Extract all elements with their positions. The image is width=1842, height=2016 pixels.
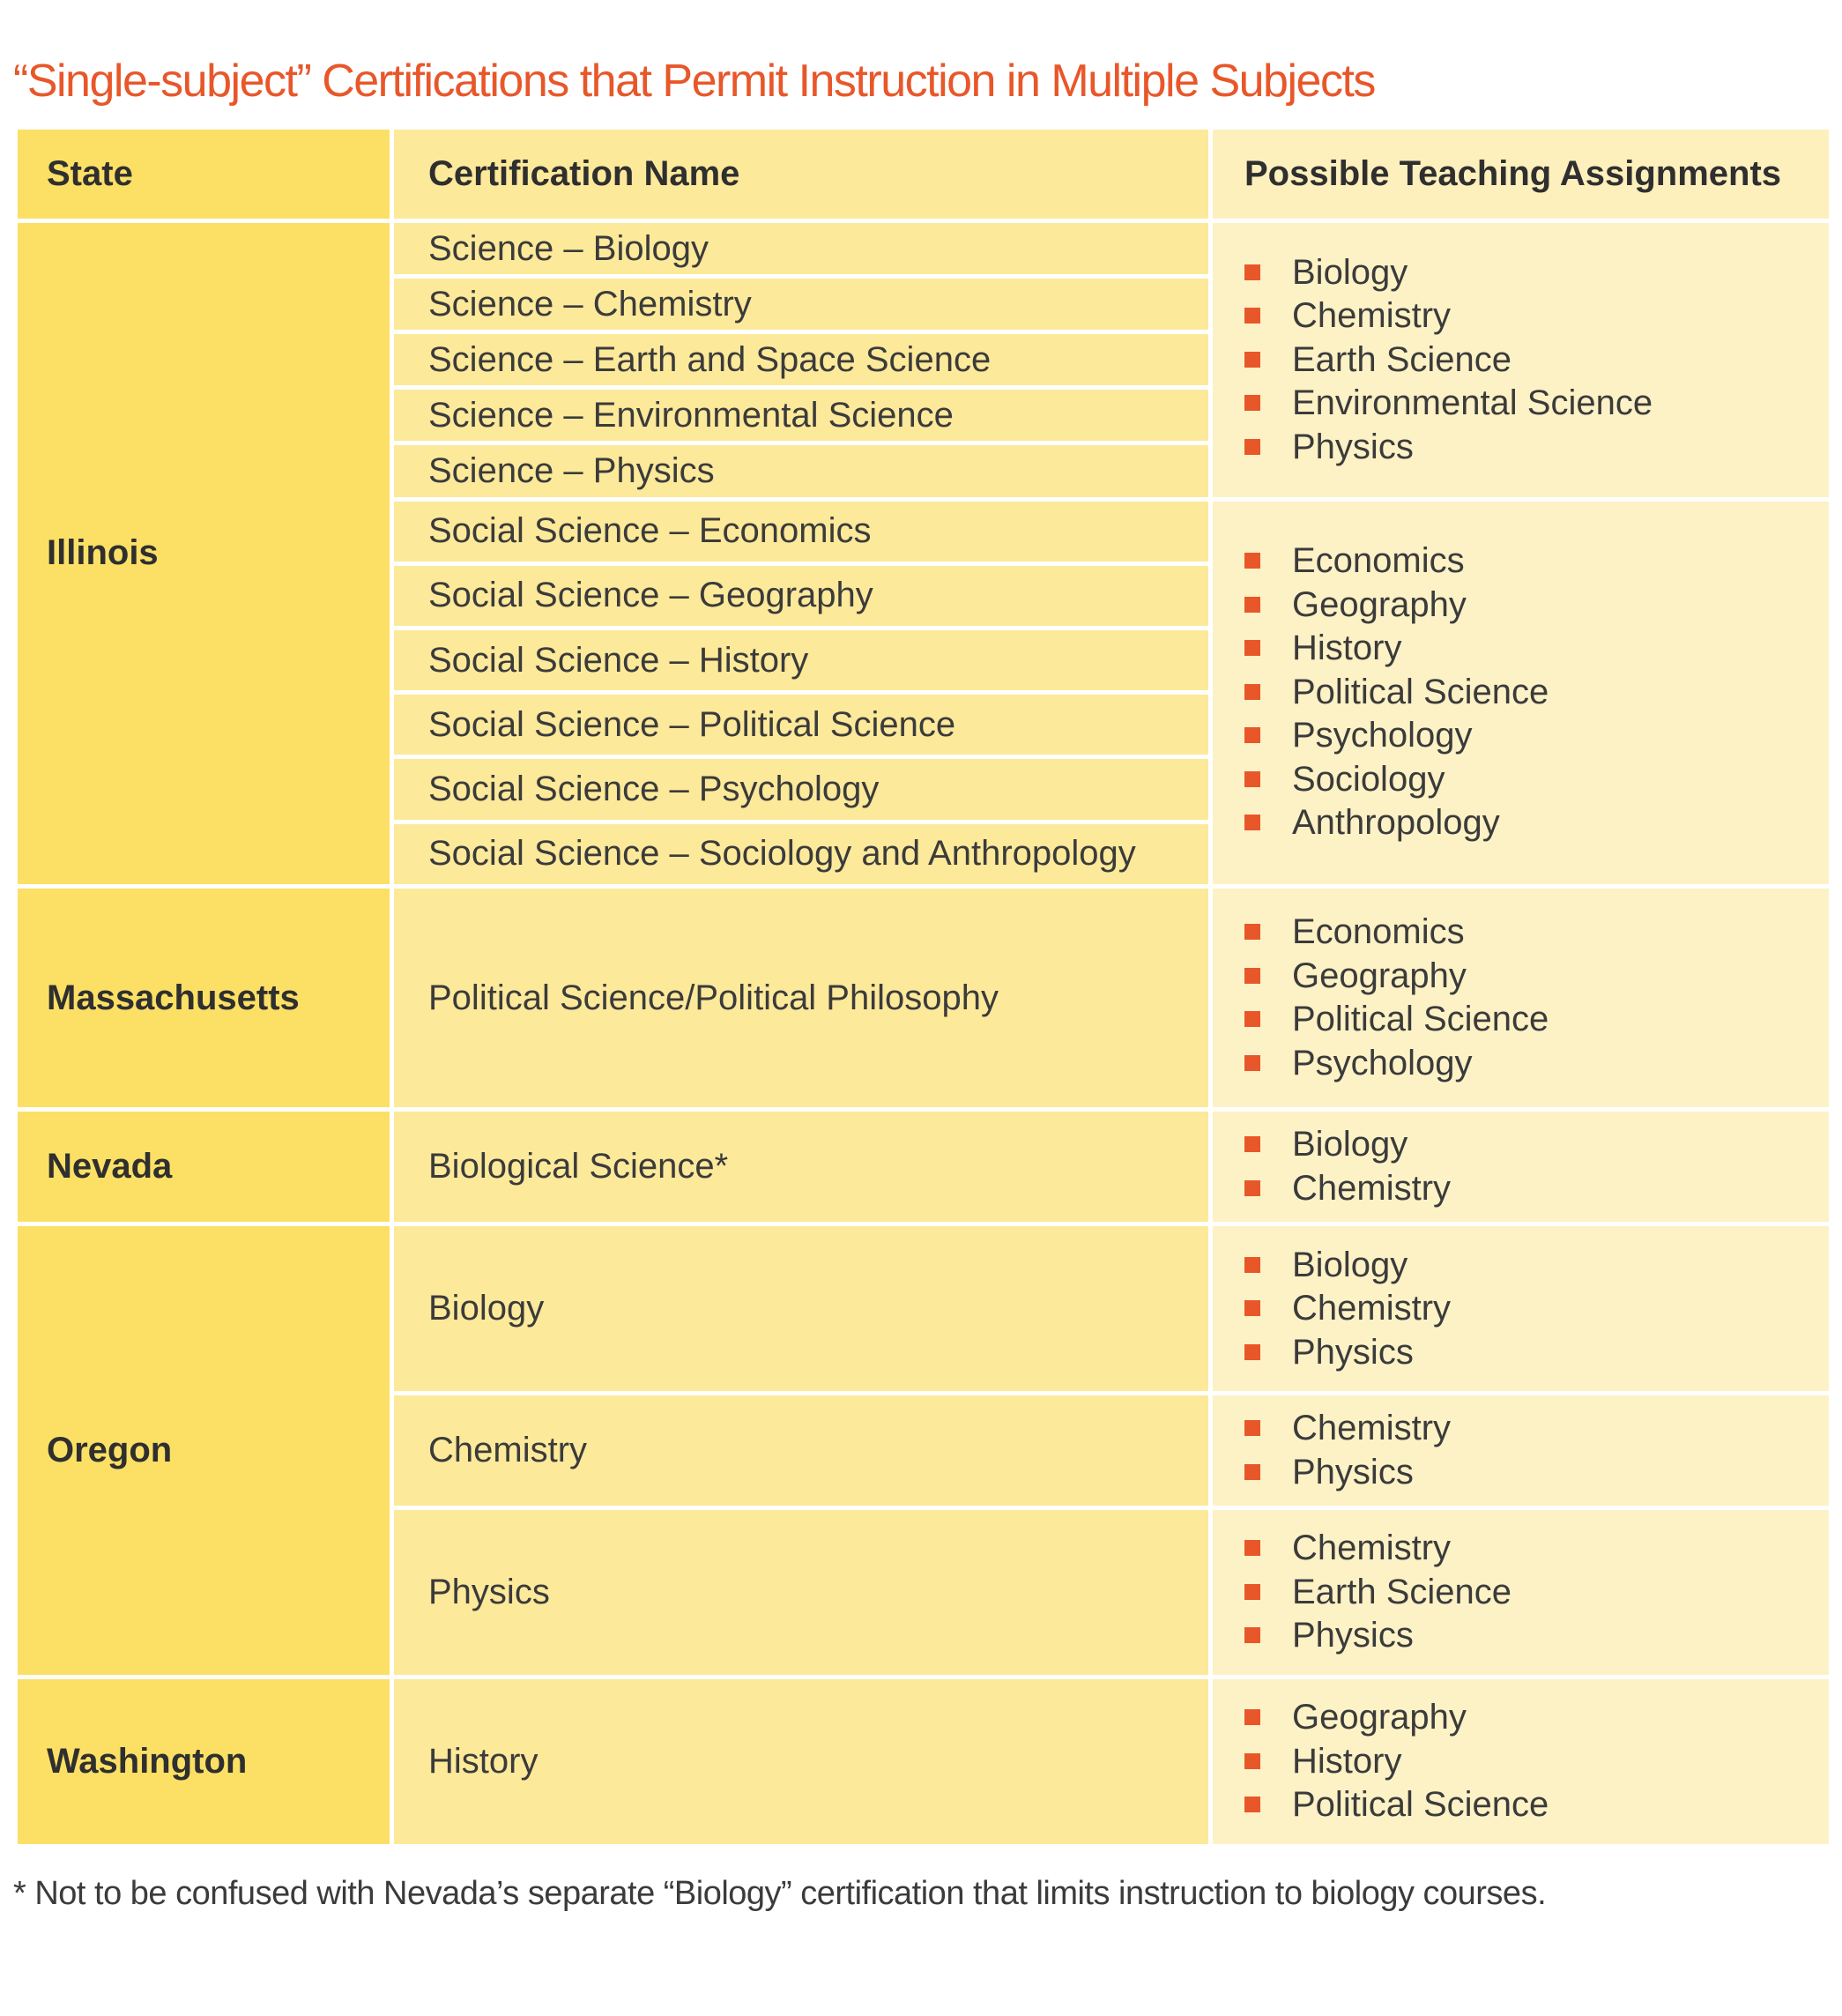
table-row	[16, 886, 1831, 1110]
assignment-label: Physics	[1292, 1616, 1414, 1655]
assignments-cell	[1211, 886, 1831, 1110]
list-item	[1244, 1740, 1829, 1784]
assignment-label: Chemistry	[1292, 1409, 1452, 1448]
list-item	[1244, 382, 1829, 426]
assignment-label: Political Science	[1292, 1785, 1549, 1825]
table-row	[16, 1224, 1831, 1394]
list-item	[1244, 998, 1829, 1042]
list-item	[1244, 1407, 1829, 1451]
certification-name: Chemistry	[392, 1394, 1211, 1508]
assignment-list	[1244, 1123, 1829, 1210]
square-bullet-icon	[1244, 597, 1260, 613]
square-bullet-icon	[1244, 1627, 1260, 1643]
assignment-label: Economics	[1292, 541, 1465, 581]
square-bullet-icon	[1244, 727, 1260, 743]
assignment-label: Psychology	[1292, 716, 1473, 755]
certification-name: History	[392, 1678, 1211, 1847]
assignment-label: Earth Science	[1292, 1572, 1512, 1611]
assignment-label: Biology	[1292, 252, 1408, 292]
list-item	[1244, 801, 1829, 845]
assignment-label: Political Science	[1292, 672, 1549, 711]
assignment-label: History	[1292, 1741, 1402, 1781]
assignment-label: Psychology	[1292, 1043, 1473, 1082]
square-bullet-icon	[1244, 1464, 1260, 1480]
square-bullet-icon	[1244, 1011, 1260, 1027]
assignments-column-header: Possible Teaching Assignments	[1211, 128, 1831, 221]
table-row	[16, 1110, 1831, 1224]
certification-name: Science – Biology	[392, 221, 1211, 277]
list-item	[1244, 1527, 1829, 1571]
assignment-label: Chemistry	[1292, 1529, 1452, 1568]
square-bullet-icon	[1244, 1420, 1260, 1436]
assignment-label: Anthropology	[1292, 803, 1500, 843]
table-row	[16, 1678, 1831, 1847]
assignment-label: Chemistry	[1292, 1168, 1452, 1208]
assignment-list	[1244, 1696, 1829, 1827]
assignment-label: Physics	[1292, 1452, 1414, 1492]
certification-name: Physics	[392, 1508, 1211, 1678]
table-row	[16, 221, 1831, 277]
square-bullet-icon	[1244, 1344, 1260, 1360]
square-bullet-icon	[1244, 439, 1260, 455]
assignment-label: Geography	[1292, 584, 1467, 624]
assignment-list	[1244, 539, 1829, 845]
certification-name: Science – Environmental Science	[392, 388, 1211, 443]
square-bullet-icon	[1244, 815, 1260, 830]
certification-name: Political Science/Political Philosophy	[392, 886, 1211, 1110]
list-item	[1244, 1571, 1829, 1615]
list-item	[1244, 584, 1829, 628]
list-item	[1244, 294, 1829, 338]
assignment-list	[1244, 911, 1829, 1085]
assignment-label: Biology	[1292, 1245, 1408, 1284]
assignment-label: Sociology	[1292, 759, 1445, 799]
certification-name: Social Science – Geography	[392, 563, 1211, 628]
certification-name: Science – Physics	[392, 443, 1211, 499]
assignment-label: History	[1292, 629, 1402, 668]
list-item	[1244, 1167, 1829, 1211]
assignments-cell	[1211, 1110, 1831, 1224]
footnote: * Not to be confused with Nevada’s separate “Biology” certification that limits instruction to biology courses.	[13, 1875, 1547, 1912]
square-bullet-icon	[1244, 1055, 1260, 1071]
certification-name: Biological Science*	[392, 1110, 1211, 1224]
certification-name: Biology	[392, 1224, 1211, 1394]
list-item	[1244, 1696, 1829, 1740]
assignment-label: Chemistry	[1292, 296, 1452, 336]
assignment-list	[1244, 1244, 1829, 1375]
square-bullet-icon	[1244, 395, 1260, 411]
table-header-row	[16, 128, 1831, 221]
list-item	[1244, 758, 1829, 802]
square-bullet-icon	[1244, 684, 1260, 700]
list-item	[1244, 1331, 1829, 1375]
assignment-label: Biology	[1292, 1125, 1408, 1164]
list-item	[1244, 338, 1829, 383]
square-bullet-icon	[1244, 1584, 1260, 1600]
certification-name: Social Science – Political Science	[392, 693, 1211, 757]
list-item	[1244, 714, 1829, 758]
state-name: Illinois	[16, 221, 392, 887]
list-item	[1244, 1042, 1829, 1086]
page-title: “Single-subject” Certifications that Permit Instruction in Multiple Subjects	[13, 56, 1375, 107]
assignment-label: Political Science	[1292, 1000, 1549, 1039]
assignments-cell	[1211, 1508, 1831, 1678]
square-bullet-icon	[1244, 553, 1260, 569]
assignments-cell	[1211, 221, 1831, 500]
list-item	[1244, 1244, 1829, 1288]
assignment-label: Chemistry	[1292, 1289, 1452, 1328]
list-item	[1244, 1287, 1829, 1331]
list-item	[1244, 251, 1829, 295]
list-item	[1244, 911, 1829, 955]
square-bullet-icon	[1244, 1300, 1260, 1316]
square-bullet-icon	[1244, 1709, 1260, 1725]
list-item	[1244, 426, 1829, 470]
certification-column-header: Certification Name	[392, 128, 1211, 221]
list-item	[1244, 627, 1829, 671]
list-item	[1244, 671, 1829, 715]
assignment-label: Geography	[1292, 956, 1467, 995]
square-bullet-icon	[1244, 1540, 1260, 1556]
square-bullet-icon	[1244, 924, 1260, 940]
state-name: Massachusetts	[16, 886, 392, 1110]
state-name: Washington	[16, 1678, 392, 1847]
certification-name: Social Science – History	[392, 628, 1211, 692]
certification-table	[13, 125, 1833, 1849]
assignment-label: Physics	[1292, 1332, 1414, 1372]
square-bullet-icon	[1244, 1797, 1260, 1812]
certification-name: Science – Chemistry	[392, 277, 1211, 332]
square-bullet-icon	[1244, 1180, 1260, 1196]
state-name: Nevada	[16, 1110, 392, 1224]
state-name: Oregon	[16, 1224, 392, 1678]
assignment-list	[1244, 1407, 1829, 1494]
assignments-cell	[1211, 499, 1831, 886]
assignment-label: Physics	[1292, 427, 1414, 466]
assignment-label: Environmental Science	[1292, 383, 1653, 423]
assignments-cell	[1211, 1678, 1831, 1847]
certification-name: Social Science – Psychology	[392, 757, 1211, 822]
assignment-list	[1244, 1527, 1829, 1658]
square-bullet-icon	[1244, 264, 1260, 280]
square-bullet-icon	[1244, 1753, 1260, 1769]
list-item	[1244, 539, 1829, 584]
list-item	[1244, 1451, 1829, 1495]
certification-name: Social Science – Sociology and Anthropology	[392, 822, 1211, 886]
square-bullet-icon	[1244, 1257, 1260, 1273]
list-item	[1244, 1614, 1829, 1658]
assignment-label: Geography	[1292, 1698, 1467, 1737]
assignment-label: Earth Science	[1292, 339, 1512, 379]
square-bullet-icon	[1244, 352, 1260, 368]
square-bullet-icon	[1244, 771, 1260, 787]
list-item	[1244, 955, 1829, 999]
square-bullet-icon	[1244, 640, 1260, 656]
certification-name: Social Science – Economics	[392, 499, 1211, 563]
assignments-cell	[1211, 1394, 1831, 1508]
assignment-list	[1244, 251, 1829, 470]
list-item	[1244, 1783, 1829, 1827]
square-bullet-icon	[1244, 968, 1260, 984]
list-item	[1244, 1123, 1829, 1167]
state-column-header: State	[16, 128, 392, 221]
square-bullet-icon	[1244, 1136, 1260, 1152]
assignments-cell	[1211, 1224, 1831, 1394]
assignment-label: Economics	[1292, 912, 1465, 952]
certification-name: Science – Earth and Space Science	[392, 332, 1211, 388]
square-bullet-icon	[1244, 308, 1260, 324]
